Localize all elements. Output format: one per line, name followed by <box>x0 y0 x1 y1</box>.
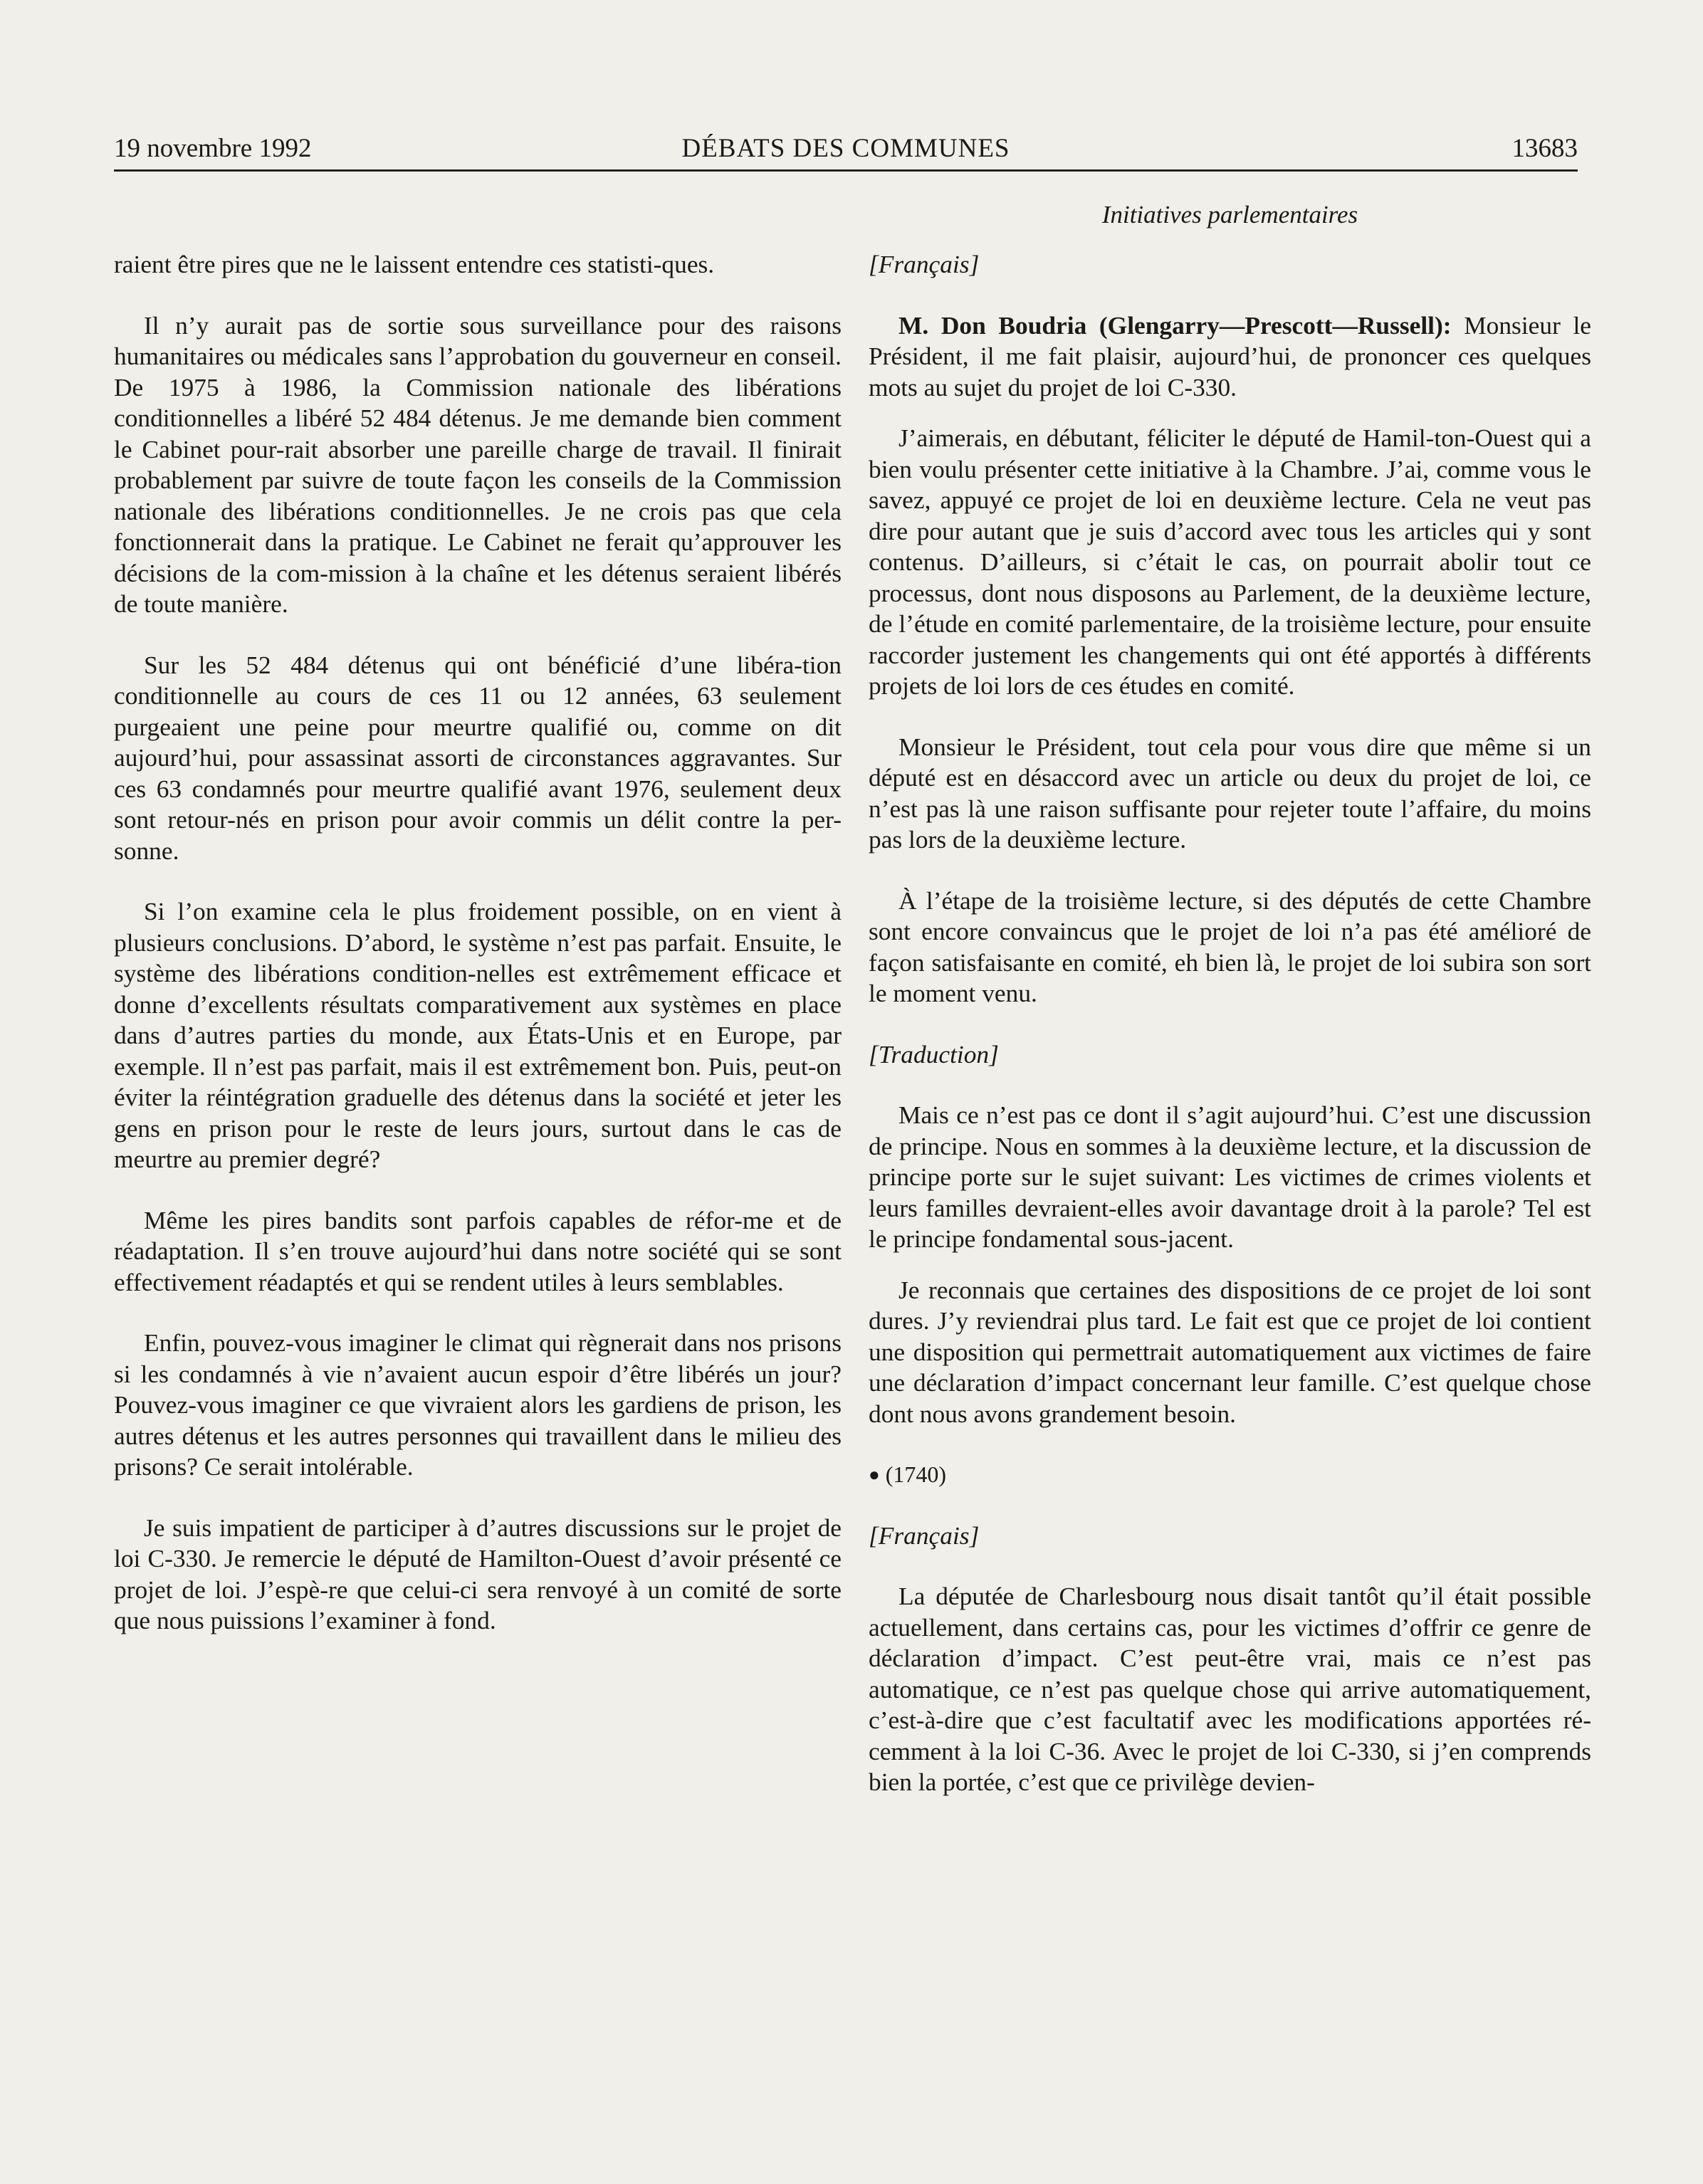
left-column <box>114 249 842 1637</box>
language-marker: [Français] <box>869 250 980 278</box>
paragraph: Je reconnais que certaines des dispositions de ce projet de loi sont dures. J’y reviendrai plus tard. Le fait est que ce projet de loi contient une disposition qui permettrait automatiquement aux victimes de faire une déclaration d’impact concernant leur famille. C’est quelque chose dont nous avons grandement besoin. <box>869 1275 1591 1428</box>
paragraph: Sur les 52 484 détenus qui ont bénéficié d’une libéra-tion conditionnelle au cours de ces 11 ou 12 années, 63 seulement purgeaient une peine pour meurtre qualifié ou, comme on dit aujourd’hui, pour assassinat assorti de circonstances aggravantes. Sur ces 63 condamnés pour meurtre qualifié avant 1976, seulement deux sont retour-nés en prison pour avoir commis un délit contre la per-sonne. <box>114 650 842 865</box>
paragraph: À l’étape de la troisième lecture, si des députés de cette Chambre sont encore convaincus que le projet de loi n’a pas été amélioré de façon satisfaisante en comité, eh bien là, le projet de loi subira son sort le moment venu. <box>869 886 1591 1007</box>
paragraph: Même les pires bandits sont parfois capables de réfor-me et de réadaptation. Il s’en trouve aujourd’hui dans notre société qui se sont effectivement réadaptés et qui se rendent utiles à leurs semblables. <box>114 1205 842 1296</box>
timestamp <box>869 1459 1591 1491</box>
speaker-name: M. Don Boudria (Glengarry—Prescott—Russell): <box>898 310 1452 340</box>
language-marker: [Français] <box>869 1521 980 1550</box>
speaker-paragraph <box>869 310 1591 404</box>
paragraph: La députée de Charlesbourg nous disait tantôt qu’il était possible actuellement, dans certains cas, pour les victimes d’offrir ce genre de déclaration d’impact. C’est peut-être vrai, mais ce n’est pas automatique, ce n’est pas quelque chose qui arrive automatiquement, c’est-à-dire que c’est facultatif avec les modifications apportées ré-cemment à la loi C-36. Avec le projet de loi C-330, si j’en comprends bien la portée, c’est que ce privilège devien- <box>869 1582 1591 1796</box>
paragraph: Si l’on examine cela le plus froidement possible, on en vient à plusieurs conclusions. D’abord, le système n’est pas parfait. Ensuite, le système des libérations condition-nelles est extrêmement efficace et donne d’excellents résultats comparativement aux systèmes en place dans d’autres parties du monde, aux États-Unis et en Europe, par exemple. Il n’est pas parfait, mais il est extrêmement bon. Puis, peut-on éviter la réintégration graduelle des détenus dans la société et jeter les gens en prison pour le reste de leurs jours, surtout dans le cas de meurtre au premier degré? <box>114 897 842 1173</box>
paragraph: J’aimerais, en débutant, féliciter le député de Hamil-ton-Ouest qui a bien voulu présenter cette initiative à la Chambre. J’ai, comme vous le savez, appuyé ce projet de loi en deuxième lecture. Cela ne veut pas dire pour autant que je suis d’accord avec tous les articles qui y sont contenus. D’ailleurs, si c’était le cas, on pourrait abolir tout ce processus, dont nous disposons au Parlement, de la deuxième lecture, de l’étude en comité parlementaire, de la troisième lecture, pour ensuite raccorder justement les changements qui ont été apportés à différents projets de loi lors de ces études en comité. <box>869 424 1591 700</box>
paragraph: Mais ce n’est pas ce dont il s’agit aujourd’hui. C’est une discussion de principe. Nous en sommes à la deuxième lecture, et la discussion de principe porte sur le sujet suivant: Les victimes de crimes violents et leurs familles devraient-elles avoir davantage droit à la parole? Tel est le principe fondamental sous-jacent. <box>869 1101 1591 1253</box>
bullet-icon: ● <box>869 1464 880 1485</box>
header-page-number: 13683 <box>1511 134 1578 163</box>
page-header <box>114 125 1578 172</box>
paragraph-text: Monsieur le Président, il me fait plaisir, aujourd’hui, de prononcer ces quelques mots au sujet du projet de loi C-330. <box>869 310 1591 401</box>
paragraph: Je suis impatient de participer à d’autres discussions sur le projet de loi C-330. Je remercie le député de Hamilton-Ouest d’avoir présenté ce projet de loi. J’espè-re que celui-ci sera renvoyé à un comité de sorte que nous puissions l’examiner à fond. <box>114 1513 842 1634</box>
paragraph: Monsieur le Président, tout cela pour vous dire que même si un député est en désaccord avec un article ou deux du projet de loi, ce n’est pas là une raison suffisante pour rejeter toute l’affaire, du moins pas lors de la deuxième lecture. <box>869 732 1591 854</box>
paragraph: Enfin, pouvez-vous imaginer le climat qui règnerait dans nos prisons si les condamnés à vie n’avaient aucun espoir d’être libérés un jour? Pouvez-vous imaginer ce que vivraient alors les gardiens de prison, les autres détenus et les autres personnes qui travaillent dans le milieu des prisons? Ce serait intolérable. <box>114 1328 842 1481</box>
language-marker: [Traduction] <box>869 1039 999 1069</box>
header-date: 19 novembre 1992 <box>114 134 312 163</box>
header-title: DÉBATS DES COMMUNES <box>681 134 1010 163</box>
section-rubric: Initiatives parlementaires <box>1101 201 1358 229</box>
paragraph: Il n’y aurait pas de sortie sous surveillance pour des raisons humanitaires ou médicales sans l’approbation du gouverneur en conseil. De 1975 à 1986, la Commission nationale des libérations conditionnelles a libéré 52 484 détenus. Je me demande bien comment le Cabinet pour-rait absorber une pareille charge de travail. Il finirait probablement par suivre de toute façon les conseils de la Commission nationale des libérations conditionnelles. Je ne crois pas que cela fonctionnerait dans la pratique. Le Cabinet ne ferait qu’approuver les décisions de la com-mission à la chaîne et les détenus seraient libérés de toute manière. <box>114 310 842 618</box>
right-column <box>869 249 1591 1798</box>
timestamp-text: (1740) <box>885 1461 947 1487</box>
paragraph: raient être pires que ne le laissent entendre ces statisti-ques. <box>114 250 715 278</box>
